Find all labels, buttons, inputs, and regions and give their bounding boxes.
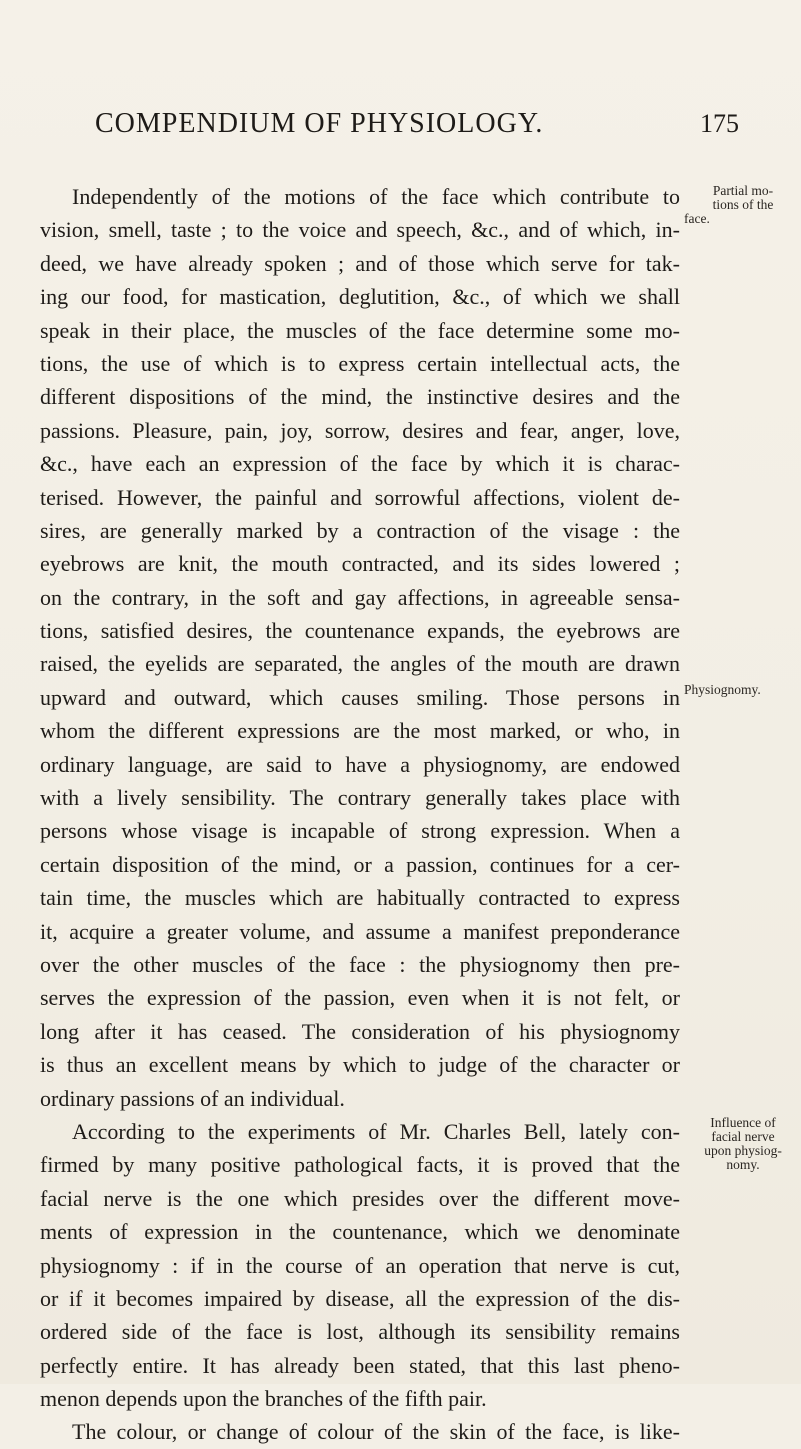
text-line: perfectly entire. It has already been stated, that this last pheno-: [40, 1352, 680, 1378]
text-line: is thus an excellent means by which to judge of the character or: [40, 1052, 680, 1078]
margin-note-line: upon physiog-: [704, 1143, 782, 1158]
text-line: serves the expression of the passion, even when it is not felt, or: [40, 985, 680, 1011]
text-line: ments of expression in the countenance, which we denominate: [40, 1219, 680, 1245]
text-line: certain disposition of the mind, or a passion, continues for a cer-: [40, 851, 680, 877]
text-line: facial nerve is the one which presides over the different move-: [40, 1185, 680, 1211]
text-line: eyebrows are knit, the mouth contracted, and its sides lowered ;: [40, 551, 680, 577]
text-line: &c., have each an expression of the face by which it is charac-: [40, 451, 680, 477]
body-text: [40, 180, 680, 1449]
page-number: 175: [700, 109, 739, 138]
text-line: deed, we have already spoken ; and of those which serve for tak-: [40, 250, 680, 276]
text-line: ordinary passions of an individual.: [40, 1085, 345, 1111]
text-line: whom the different expressions are the most marked, or who, in: [40, 718, 680, 744]
margin-note-partial-motions: [684, 184, 801, 226]
text-line: with a lively sensibility. The contrary generally takes place with: [40, 785, 680, 811]
text-line: tain time, the muscles which are habitually contracted to express: [40, 885, 680, 911]
text-line: raised, the eyelids are separated, the angles of the mouth are drawn: [40, 651, 680, 677]
text-line: vision, smell, taste ; to the voice and speech, &c., and of which, in-: [40, 217, 680, 243]
text-line: on the contrary, in the soft and gay affections, in agreeable sensa-: [40, 584, 680, 610]
margin-note-line: face.: [684, 211, 710, 226]
margin-note-influence: [684, 1116, 801, 1172]
text-line: upward and outward, which causes smiling. Those persons in: [40, 684, 680, 710]
text-line: passions. Pleasure, pain, joy, sorrow, desires and fear, anger, love,: [40, 417, 680, 443]
margin-note-line: facial nerve: [711, 1129, 775, 1144]
text-line: speak in their place, the muscles of the face determine some mo-: [40, 317, 680, 343]
margin-note-line: Physiognomy.: [684, 682, 761, 697]
margin-note-line: Partial mo-: [712, 183, 774, 198]
text-line: or if it becomes impaired by disease, all the expression of the dis-: [40, 1285, 680, 1311]
text-line: According to the experiments of Mr. Charles Bell, lately con-: [72, 1118, 680, 1144]
text-line: tions, the use of which is to express certain intellectual acts, the: [40, 350, 680, 376]
text-line: firmed by many positive pathological facts, it is proved that the: [40, 1152, 680, 1178]
text-line: persons whose visage is incapable of strong expression. When a: [40, 818, 680, 844]
text-line: menon depends upon the branches of the fifth pair.: [40, 1386, 487, 1412]
text-line: physiognomy : if in the course of an operation that nerve is cut,: [40, 1252, 680, 1278]
text-line: The colour, or change of colour of the skin of the face, is like-: [72, 1419, 680, 1445]
margin-note-line: Influence of: [710, 1115, 776, 1130]
running-head: [0, 104, 801, 144]
text-line: tions, satisfied desires, the countenance expands, the eyebrows are: [40, 618, 680, 644]
text-line: ordinary language, are said to have a physiognomy, are endowed: [40, 751, 680, 777]
margin-note-line: nomy.: [726, 1157, 760, 1172]
text-line: terised. However, the painful and sorrowful affections, violent de-: [40, 484, 680, 510]
text-line: it, acquire a greater volume, and assume a manifest preponderance: [40, 918, 680, 944]
text-line: ordered side of the face is lost, although its sensibility remains: [40, 1319, 680, 1345]
margin-note-line: tions of the: [712, 197, 774, 212]
text-line: over the other muscles of the face : the physiognomy then pre-: [40, 951, 680, 977]
text-line: ing our food, for mastication, deglutition, &c., of which we shall: [40, 284, 680, 310]
text-line: long after it has ceased. The consideration of his physiognomy: [40, 1018, 680, 1044]
margin-note-physiognomy: [684, 683, 801, 697]
text-line: different dispositions of the mind, the instinctive desires and the: [40, 384, 680, 410]
text-line: Independently of the motions of the face which contribute to: [72, 184, 680, 209]
running-title: COMPENDIUM OF PHYSIOLOGY.: [95, 108, 544, 139]
text-line: sires, are generally marked by a contraction of the visage : the: [40, 517, 680, 543]
